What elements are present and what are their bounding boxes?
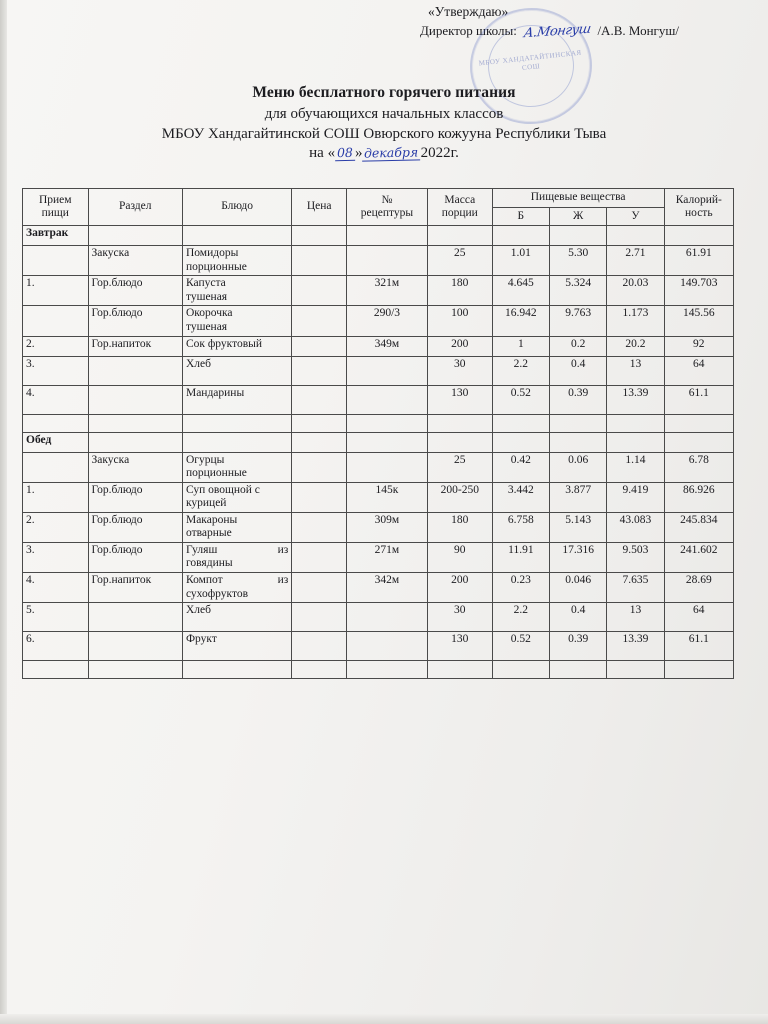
cell-fat: 17.316 bbox=[550, 542, 607, 572]
cell-fat: 5.143 bbox=[550, 512, 607, 542]
cell-dish bbox=[182, 414, 291, 432]
cell-mass: 130 bbox=[427, 385, 492, 414]
table-row bbox=[23, 246, 734, 276]
cell-mass bbox=[427, 414, 492, 432]
cell-fat: 9.763 bbox=[550, 306, 607, 336]
cell-price bbox=[292, 603, 347, 632]
cell-recipe: 145к bbox=[347, 482, 428, 512]
cell-calories: 64 bbox=[664, 603, 733, 632]
dish-line-1: Огурцы bbox=[185, 453, 225, 466]
cell-mass: 25 bbox=[427, 452, 492, 482]
cell-calories: 28.69 bbox=[664, 573, 733, 603]
dish-line-1: Окорочка bbox=[185, 307, 233, 320]
cell-recipe bbox=[347, 414, 428, 432]
cell-protein: 0.52 bbox=[492, 385, 549, 414]
table-row bbox=[23, 306, 734, 336]
table-row bbox=[23, 482, 734, 512]
cell-index bbox=[23, 414, 89, 432]
cell-section bbox=[88, 603, 182, 632]
dish-line-2: отварные bbox=[185, 527, 232, 540]
cell-recipe: 309м bbox=[347, 512, 428, 542]
cell-fat: 0.4 bbox=[550, 356, 607, 385]
cell-protein: 0.23 bbox=[492, 573, 549, 603]
cell-carbs: 9.419 bbox=[607, 482, 664, 512]
cell-mass: 180 bbox=[427, 276, 492, 306]
cell-protein: 0.52 bbox=[492, 632, 549, 661]
cell-carbs: 13.39 bbox=[607, 632, 664, 661]
cell-dish: Хлеб bbox=[182, 356, 291, 385]
cell-index: 4. bbox=[23, 573, 89, 603]
menu-table-body bbox=[23, 226, 734, 679]
cell-calories: 145.56 bbox=[664, 306, 733, 336]
cell-recipe: 271м bbox=[347, 542, 428, 572]
cell-protein bbox=[492, 661, 549, 679]
cell-section: Гор.блюдо bbox=[88, 512, 182, 542]
cell-dish bbox=[182, 246, 291, 276]
cell-price bbox=[292, 246, 347, 276]
cell-protein: 2.2 bbox=[492, 356, 549, 385]
cell-calories bbox=[664, 226, 733, 246]
table-row bbox=[23, 632, 734, 661]
cell-calories: 64 bbox=[664, 356, 733, 385]
cell-dish bbox=[182, 432, 291, 452]
dish-line-2: сухофруктов bbox=[185, 587, 249, 600]
th-meal-line1: Прием bbox=[38, 193, 72, 206]
cell-recipe bbox=[347, 356, 428, 385]
cell-recipe bbox=[347, 246, 428, 276]
cell-section bbox=[88, 356, 182, 385]
cell-recipe: 349м bbox=[347, 336, 428, 356]
cell-protein: 16.942 bbox=[492, 306, 549, 336]
cell-fat: 0.06 bbox=[550, 452, 607, 482]
meal-group-header-row bbox=[23, 432, 734, 452]
cell-price bbox=[292, 385, 347, 414]
cell-calories bbox=[664, 432, 733, 452]
table-row bbox=[23, 542, 734, 572]
menu-table bbox=[22, 188, 734, 679]
cell-section: Гор.блюдо bbox=[88, 276, 182, 306]
cell-carbs: 43.083 bbox=[607, 512, 664, 542]
cell-index: 6. bbox=[23, 632, 89, 661]
cell-fat bbox=[550, 661, 607, 679]
cell-recipe bbox=[347, 385, 428, 414]
th-cal-line2: ность bbox=[685, 207, 713, 220]
cell-mass: 130 bbox=[427, 632, 492, 661]
table-row bbox=[23, 336, 734, 356]
cell-section: Гор.напиток bbox=[88, 336, 182, 356]
table-row bbox=[23, 452, 734, 482]
cell-fat: 5.30 bbox=[550, 246, 607, 276]
cell-fat: 3.877 bbox=[550, 482, 607, 512]
school-line: МБОУ Хандагайтинской СОШ Овюрского кожууна Республики Тыва bbox=[161, 126, 607, 142]
table-row bbox=[23, 573, 734, 603]
title-block bbox=[0, 84, 768, 162]
cell-carbs: 2.71 bbox=[607, 246, 664, 276]
cell-fat: 0.2 bbox=[550, 336, 607, 356]
menu-table-head bbox=[23, 189, 734, 226]
cell-mass bbox=[427, 432, 492, 452]
dish-line-2: порционные bbox=[185, 260, 247, 273]
th-meal-line2: пищи bbox=[41, 207, 69, 220]
cell-recipe bbox=[347, 226, 428, 246]
dish-line-1-tail: из bbox=[277, 543, 289, 556]
dish-line-2: порционные bbox=[185, 467, 247, 480]
th-mass-line2: порции bbox=[441, 207, 478, 220]
cell-fat: 5.324 bbox=[550, 276, 607, 306]
cell-dish: Мандарины bbox=[182, 385, 291, 414]
dish-line-1: Суп овощной с bbox=[185, 483, 260, 496]
date-month: декабря bbox=[362, 144, 420, 161]
cell-protein: 11.91 bbox=[492, 542, 549, 572]
cell-mass: 90 bbox=[427, 542, 492, 572]
meal-group-name: Обед bbox=[23, 432, 89, 452]
cell-dish bbox=[182, 452, 291, 482]
th-carbs: У bbox=[607, 207, 664, 226]
date-prefix: на « bbox=[309, 145, 336, 161]
cell-protein: 6.758 bbox=[492, 512, 549, 542]
cell-section: Гор.блюдо bbox=[88, 306, 182, 336]
cell-fat: 0.39 bbox=[550, 632, 607, 661]
cell-recipe bbox=[347, 632, 428, 661]
table-row bbox=[23, 512, 734, 542]
cell-recipe bbox=[347, 432, 428, 452]
cell-calories: 61.91 bbox=[664, 246, 733, 276]
cell-carbs bbox=[607, 226, 664, 246]
meal-group-name: Завтрак bbox=[23, 226, 89, 246]
th-nutrients: Пищевые вещества bbox=[492, 189, 664, 208]
cell-fat: 0.39 bbox=[550, 385, 607, 414]
cell-section: Закуска bbox=[88, 452, 182, 482]
cell-mass: 30 bbox=[427, 603, 492, 632]
cell-price bbox=[292, 632, 347, 661]
cell-section: Гор.напиток bbox=[88, 573, 182, 603]
cell-index: 1. bbox=[23, 276, 89, 306]
dish-line-1: Компот bbox=[185, 574, 223, 586]
th-cal-line1: Калорий- bbox=[675, 193, 722, 206]
cell-calories: 86.926 bbox=[664, 482, 733, 512]
th-protein: Б bbox=[492, 207, 549, 226]
cell-carbs bbox=[607, 661, 664, 679]
cell-mass: 25 bbox=[427, 246, 492, 276]
cell-price bbox=[292, 336, 347, 356]
cell-price bbox=[292, 432, 347, 452]
approved-label: «Утверждаю» bbox=[428, 4, 509, 19]
dish-line-2: тушеная bbox=[185, 290, 228, 303]
cell-dish bbox=[182, 226, 291, 246]
th-fat: Ж bbox=[550, 207, 607, 226]
cell-index: 3. bbox=[23, 542, 89, 572]
cell-section bbox=[88, 661, 182, 679]
cell-section: Гор.блюдо bbox=[88, 542, 182, 572]
cell-index: 3. bbox=[23, 356, 89, 385]
cell-carbs: 13 bbox=[607, 603, 664, 632]
dish-line-1: Капуста bbox=[185, 277, 226, 290]
cell-dish bbox=[182, 482, 291, 512]
cell-index: 5. bbox=[23, 603, 89, 632]
spacer-row bbox=[23, 661, 734, 679]
cell-mass: 180 bbox=[427, 512, 492, 542]
cell-price bbox=[292, 542, 347, 572]
table-row bbox=[23, 385, 734, 414]
th-recipe bbox=[347, 189, 428, 226]
stamp-text: МБОУ ХАНДАГАЙТИНСКАЯ СОШ bbox=[478, 48, 583, 72]
cell-carbs: 1.14 bbox=[607, 452, 664, 482]
cell-dish bbox=[182, 306, 291, 336]
cell-dish bbox=[182, 661, 291, 679]
cell-price bbox=[292, 414, 347, 432]
th-mass-line1: Масса bbox=[444, 193, 476, 206]
cell-dish: Фрукт bbox=[182, 632, 291, 661]
cell-carbs: 20.2 bbox=[607, 336, 664, 356]
cell-dish bbox=[182, 512, 291, 542]
cell-section bbox=[88, 432, 182, 452]
cell-protein: 2.2 bbox=[492, 603, 549, 632]
cell-protein: 3.442 bbox=[492, 482, 549, 512]
dish-line-1: Помидоры bbox=[185, 247, 239, 260]
cell-carbs bbox=[607, 414, 664, 432]
cell-carbs: 13 bbox=[607, 356, 664, 385]
table-row bbox=[23, 356, 734, 385]
cell-carbs bbox=[607, 432, 664, 452]
cell-recipe bbox=[347, 452, 428, 482]
cell-protein bbox=[492, 414, 549, 432]
th-recipe-line1: № bbox=[381, 193, 393, 206]
cell-price bbox=[292, 452, 347, 482]
cell-mass bbox=[427, 226, 492, 246]
cell-recipe: 321м bbox=[347, 276, 428, 306]
cell-section: Гор.блюдо bbox=[88, 482, 182, 512]
cell-index: 2. bbox=[23, 336, 89, 356]
cell-carbs: 7.635 bbox=[607, 573, 664, 603]
cell-calories: 245.834 bbox=[664, 512, 733, 542]
cell-calories bbox=[664, 661, 733, 679]
cell-mass: 200 bbox=[427, 336, 492, 356]
director-signature: А.Монгуш bbox=[522, 21, 592, 41]
cell-mass bbox=[427, 661, 492, 679]
cell-price bbox=[292, 306, 347, 336]
dish-line-1-wrap bbox=[186, 544, 288, 558]
cell-recipe: 290/3 bbox=[347, 306, 428, 336]
cell-index bbox=[23, 661, 89, 679]
th-calories bbox=[664, 189, 733, 226]
th-dish: Блюдо bbox=[182, 189, 291, 226]
th-section: Раздел bbox=[88, 189, 182, 226]
cell-protein: 1.01 bbox=[492, 246, 549, 276]
table-row bbox=[23, 603, 734, 632]
cell-price bbox=[292, 661, 347, 679]
cell-dish: Хлеб bbox=[182, 603, 291, 632]
cell-calories: 61.1 bbox=[664, 385, 733, 414]
dish-line-2: тушеная bbox=[185, 320, 228, 333]
cell-price bbox=[292, 276, 347, 306]
dish-line-1-wrap bbox=[186, 574, 288, 588]
cell-index bbox=[23, 306, 89, 336]
cell-calories: 241.602 bbox=[664, 542, 733, 572]
cell-fat bbox=[550, 432, 607, 452]
cell-recipe: 342м bbox=[347, 573, 428, 603]
cell-fat bbox=[550, 226, 607, 246]
cell-mass: 200 bbox=[427, 573, 492, 603]
director-name: /А.В. Монгуш/ bbox=[597, 22, 680, 38]
cell-fat bbox=[550, 414, 607, 432]
cell-fat: 0.4 bbox=[550, 603, 607, 632]
cell-recipe bbox=[347, 661, 428, 679]
document-title: Меню бесплатного горячего питания bbox=[252, 84, 516, 101]
cell-calories bbox=[664, 414, 733, 432]
th-mass bbox=[427, 189, 492, 226]
cell-price bbox=[292, 482, 347, 512]
table-header-row bbox=[23, 189, 734, 208]
cell-dish bbox=[182, 573, 291, 603]
cell-section bbox=[88, 385, 182, 414]
cell-protein: 0.42 bbox=[492, 452, 549, 482]
th-meal bbox=[23, 189, 89, 226]
cell-price bbox=[292, 356, 347, 385]
cell-price bbox=[292, 226, 347, 246]
cell-protein bbox=[492, 226, 549, 246]
table-row bbox=[23, 276, 734, 306]
cell-calories: 149.703 bbox=[664, 276, 733, 306]
cell-index bbox=[23, 246, 89, 276]
cell-section bbox=[88, 226, 182, 246]
cell-protein: 4.645 bbox=[492, 276, 549, 306]
cell-price bbox=[292, 512, 347, 542]
cell-protein: 1 bbox=[492, 336, 549, 356]
cell-calories: 6.78 bbox=[664, 452, 733, 482]
cell-calories: 92 bbox=[664, 336, 733, 356]
cell-index: 4. bbox=[23, 385, 89, 414]
cell-index bbox=[23, 452, 89, 482]
cell-index: 2. bbox=[23, 512, 89, 542]
th-recipe-line2: рецептуры bbox=[360, 207, 414, 220]
cell-mass: 200-250 bbox=[427, 482, 492, 512]
cell-section bbox=[88, 414, 182, 432]
cell-carbs: 20.03 bbox=[607, 276, 664, 306]
cell-price bbox=[292, 573, 347, 603]
meal-group-header-row bbox=[23, 226, 734, 246]
cell-mass: 100 bbox=[427, 306, 492, 336]
cell-carbs: 13.39 bbox=[607, 385, 664, 414]
th-price: Цена bbox=[292, 189, 347, 226]
cell-recipe bbox=[347, 603, 428, 632]
cell-calories: 61.1 bbox=[664, 632, 733, 661]
dish-line-1: Гуляш bbox=[185, 543, 218, 556]
cell-carbs: 9.503 bbox=[607, 542, 664, 572]
cell-index: 1. bbox=[23, 482, 89, 512]
cell-dish: Сок фруктовый bbox=[182, 336, 291, 356]
dish-line-2: говядины bbox=[185, 557, 233, 570]
cell-carbs: 1.173 bbox=[607, 306, 664, 336]
date-mid: » bbox=[354, 145, 363, 161]
cell-section bbox=[88, 632, 182, 661]
dish-line-1-tail: из bbox=[277, 574, 289, 586]
date-day: 08 bbox=[335, 145, 355, 161]
date-suffix: 2022г. bbox=[420, 145, 459, 161]
cell-protein bbox=[492, 432, 549, 452]
spacer-row bbox=[23, 414, 734, 432]
director-label: Директор школы: bbox=[420, 22, 517, 38]
cell-mass: 30 bbox=[427, 356, 492, 385]
cell-fat: 0.046 bbox=[550, 573, 607, 603]
cell-dish bbox=[182, 542, 291, 572]
date-line bbox=[0, 145, 768, 162]
cell-dish bbox=[182, 276, 291, 306]
document-subtitle: для обучающихся начальных классов bbox=[264, 106, 504, 122]
dish-line-2: курицей bbox=[185, 497, 227, 510]
dish-line-1: Макароны bbox=[185, 513, 238, 526]
cell-section: Закуска bbox=[88, 246, 182, 276]
